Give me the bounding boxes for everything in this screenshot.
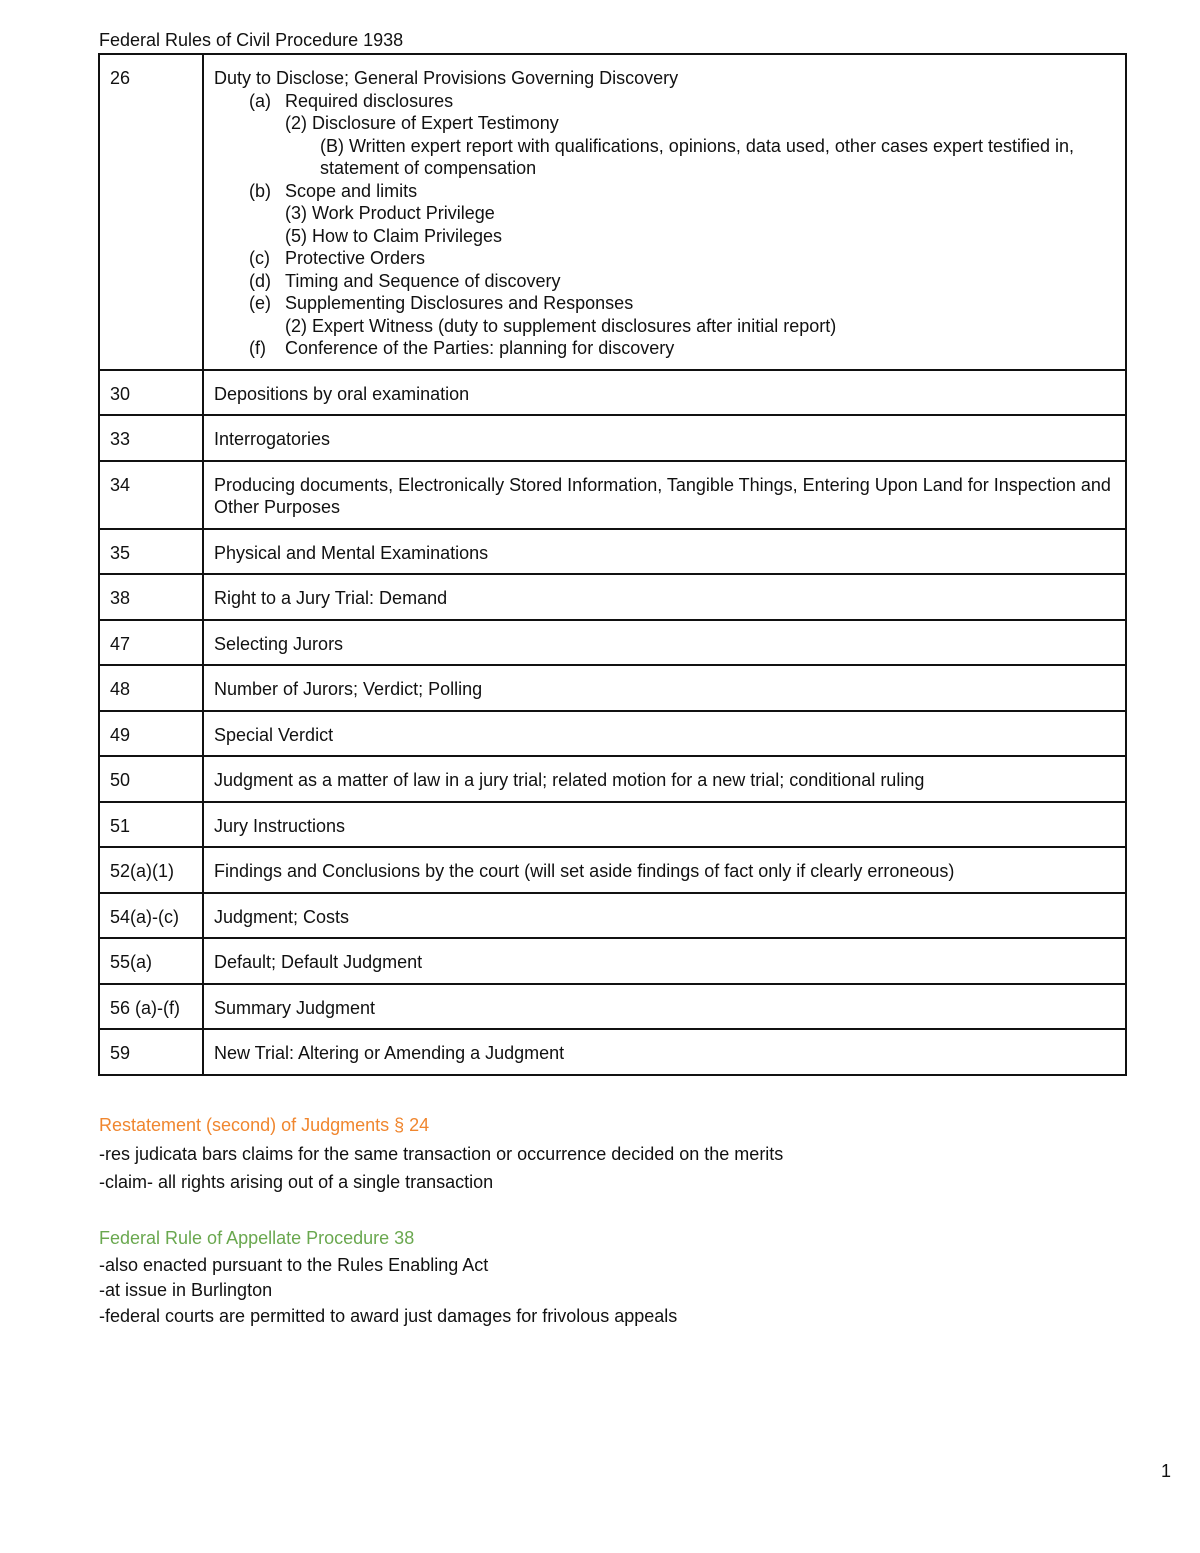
- table-row: [99, 1029, 1126, 1075]
- rule-description: Summary Judgment: [203, 984, 1126, 1030]
- appellate-note: -also enacted pursuant to the Rules Enabling Act: [99, 1254, 489, 1275]
- table-row: [99, 415, 1126, 461]
- subsection-text: Conference of the Parties: planning for discovery: [285, 338, 675, 358]
- subsection-mark: (a): [249, 90, 271, 111]
- rule-description: Producing documents, Electronically Stored Information, Tangible Things, Entering Upon Land for Inspection and Other Purposes: [203, 461, 1126, 529]
- subsection-b-5: (5) How to Claim Privileges: [285, 225, 503, 246]
- rule-number: 52(a)(1): [99, 847, 203, 893]
- rule-description: New Trial: Altering or Amending a Judgment: [203, 1029, 1126, 1075]
- table-row: [99, 802, 1126, 848]
- subsection-a-2-b: (B) Written expert report with qualifications, opinions, data used, other cases expert testified in, statement of compensation: [320, 135, 1075, 178]
- rule-number: 50: [99, 756, 203, 802]
- rule-description: Depositions by oral examination: [203, 370, 1126, 416]
- rule-number: 38: [99, 574, 203, 620]
- subsection-d: [214, 270, 1115, 293]
- table-row: [99, 54, 1126, 370]
- subsection-b: [214, 180, 1115, 203]
- rule-number: 51: [99, 802, 203, 848]
- rule-number: 34: [99, 461, 203, 529]
- subsection-e-2: (2) Expert Witness (duty to supplement disclosures after initial report): [285, 315, 837, 336]
- rule-description: Number of Jurors; Verdict; Polling: [203, 665, 1126, 711]
- appellate-note: -federal courts are permitted to award just damages for frivolous appeals: [99, 1305, 678, 1326]
- table-row: [99, 620, 1126, 666]
- subsection-text: Timing and Sequence of discovery: [285, 270, 561, 291]
- subsection-f: [214, 337, 1115, 360]
- subsection-mark: (f): [249, 338, 266, 358]
- rule-description: Physical and Mental Examinations: [203, 529, 1126, 575]
- rule-description: Findings and Conclusions by the court (will set aside findings of fact only if clearly erroneous): [203, 847, 1126, 893]
- subsection-mark: (e): [249, 293, 271, 313]
- rule-number: 26: [99, 54, 203, 370]
- rule-number: 48: [99, 665, 203, 711]
- table-row: [99, 665, 1126, 711]
- restatement-section: [99, 1111, 783, 1197]
- rule-description: Special Verdict: [203, 711, 1126, 757]
- subsection-text: Supplementing Disclosures and Responses: [285, 293, 634, 313]
- rule-number: 47: [99, 620, 203, 666]
- table-row: [99, 984, 1126, 1030]
- rule-number: 30: [99, 370, 203, 416]
- appellate-heading: Federal Rule of Appellate Procedure 38: [99, 1228, 415, 1248]
- rule-description: Judgment; Costs: [203, 893, 1126, 939]
- table-row: [99, 529, 1126, 575]
- rule-description: Interrogatories: [203, 415, 1126, 461]
- appellate-note: -at issue in Burlington: [99, 1280, 273, 1300]
- table-row: [99, 893, 1126, 939]
- rule-number: 35: [99, 529, 203, 575]
- appellate-section: [99, 1224, 677, 1329]
- subsection-text: Scope and limits: [285, 180, 418, 201]
- rule-number: 56 (a)-(f): [99, 984, 203, 1030]
- subsection-a-2: (2) Disclosure of Expert Testimony: [285, 113, 559, 133]
- table-row: [99, 938, 1126, 984]
- table-row: [99, 370, 1126, 416]
- table-row: [99, 847, 1126, 893]
- restatement-heading: Restatement (second) of Judgments § 24: [99, 1115, 430, 1135]
- table-row: [99, 711, 1126, 757]
- table-row: [99, 756, 1126, 802]
- subsection-text: Required disclosures: [285, 90, 454, 111]
- page-number: 1: [1160, 1461, 1171, 1481]
- rule-description: [203, 54, 1126, 370]
- restatement-note: -res judicata bars claims for the same transaction or occurrence decided on the merits: [99, 1143, 784, 1164]
- subsection-mark: (c): [249, 248, 270, 268]
- rules-table: [98, 53, 1127, 1076]
- table-row: [99, 461, 1126, 529]
- subsection-mark: (b): [249, 180, 271, 201]
- subsection-b-3: (3) Work Product Privilege: [285, 203, 495, 223]
- rule-description: Default; Default Judgment: [203, 938, 1126, 984]
- rule-number: 54(a)-(c): [99, 893, 203, 939]
- rule-description: Selecting Jurors: [203, 620, 1126, 666]
- subsection-mark: (d): [249, 270, 271, 291]
- rule-description: Judgment as a matter of law in a jury trial; related motion for a new trial; conditional ruling: [203, 756, 1126, 802]
- rule-number: 55(a): [99, 938, 203, 984]
- rule-number: 33: [99, 415, 203, 461]
- rule-number: 49: [99, 711, 203, 757]
- table-row: [99, 574, 1126, 620]
- rule-title: Duty to Disclose; General Provisions Governing Discovery: [214, 68, 679, 88]
- rule-description: Jury Instructions: [203, 802, 1126, 848]
- rule-number: 59: [99, 1029, 203, 1075]
- rule-description: Right to a Jury Trial: Demand: [203, 574, 1126, 620]
- restatement-note: -claim- all rights arising out of a single transaction: [99, 1172, 494, 1192]
- subsection-c: [214, 247, 1115, 270]
- subsection-text: Protective Orders: [285, 248, 426, 268]
- document-title: Federal Rules of Civil Procedure 1938: [99, 30, 404, 50]
- subsection-e: [214, 292, 1115, 315]
- subsection-a: [214, 90, 1115, 113]
